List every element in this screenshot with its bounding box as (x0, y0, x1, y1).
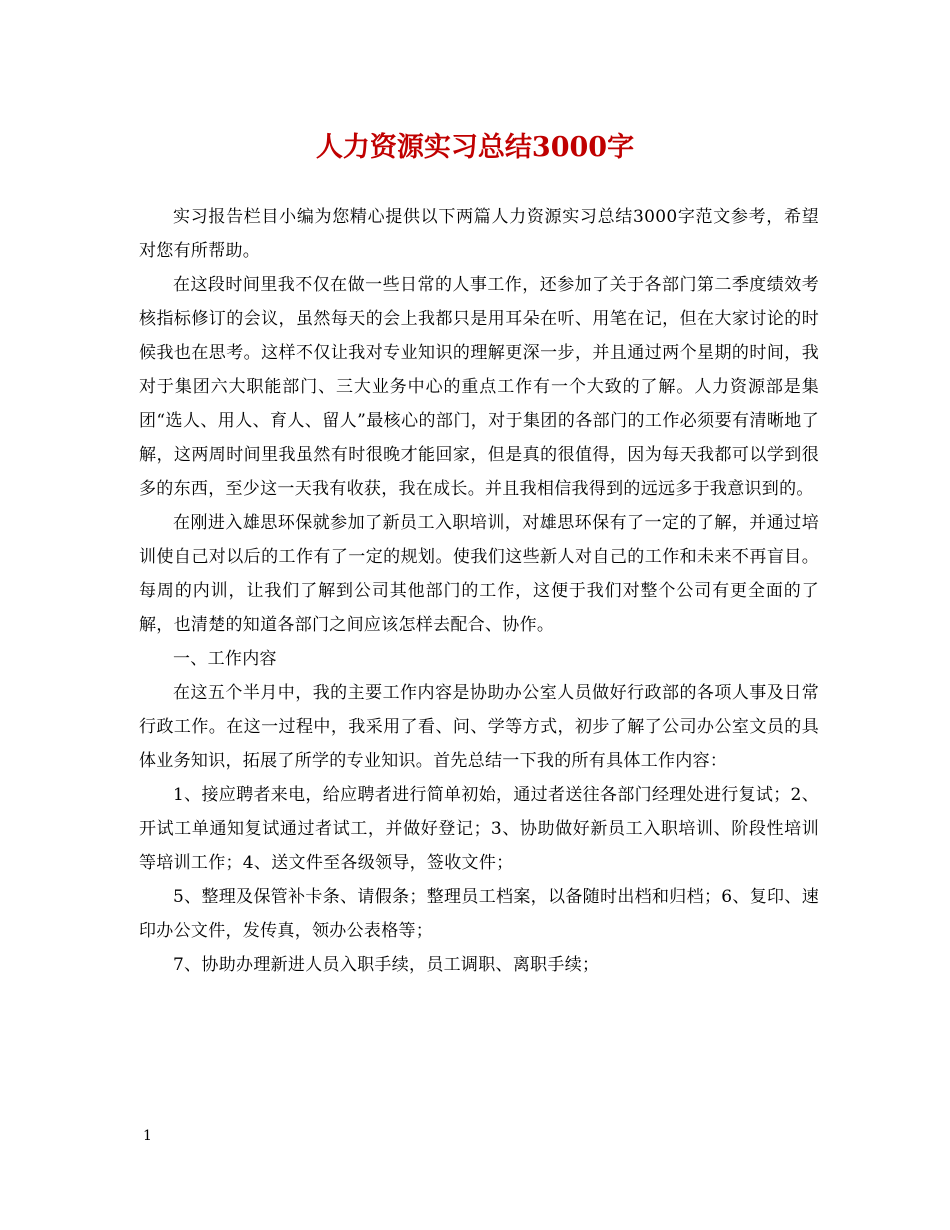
section-heading-work-content: 一、工作内容 (173, 649, 277, 669)
list-item-task-7: 7、协助办理新进人员入职手续，员工调职、离职手续； (173, 955, 600, 975)
document-title: 人力资源实习总结3000字 (315, 132, 635, 163)
paragraph-meeting: 在这段时间里我不仅在做一些日常的人事工作，还参加了关于各部门第二季度绩效考核指标修订的会议，虽然每天的会上我都只是用耳朵在听、用笔在记，但在大家讨论的时候我也在思考。这样不仅让我对专业知识的理解更深一步，并且通过两个星期的时间，我对于集团六大职能部门、三大业务中心的重点工作有一个大致的了解。人力资源部是集团“选人、用人、育人、留人”最核心的部门，对于集团的各部门的工作必须要有清晰地了解，这两周时间里我虽然有时很晚才能回家，但是真的很值得，因为每天我都可以学到很多的东西，至少这一天我有收获，我在成长。并且我相信我得到的远远多于我意识到的。 (139, 275, 819, 499)
document-body (139, 200, 819, 982)
list-item-tasks-5-6: 5、整理及保管补卡条、请假条；整理员工档案，以备随时出档和归档；6、复印、速印办公文件，发传真，领办公表格等； (139, 887, 819, 941)
paragraph-training: 在刚进入雄思环保就参加了新员工入职培训，对雄思环保有了一定的了解，并通过培训使自己对以后的工作有了一定的规划。使我们这些新人对自己的工作和未来不再盲目。每周的内训，让我们了解到公司其他部门的工作，这便于我们对整个公司有更全面的了解，也清楚的知道各部门之间应该怎样去配合、协作。 (139, 513, 819, 635)
paragraph-work-summary: 在这五个半月中，我的主要工作内容是协助办公室人员做好行政部的各项人事及日常行政工作。在这一过程中，我采用了看、问、学等方式，初步了解了公司办公室文员的具体业务知识，拓展了所学的专业知识。首先总结一下我的所有具体工作内容： (139, 683, 819, 771)
list-item-tasks-1-4: 1、接应聘者来电，给应聘者进行简单初始，通过者送往各部门经理处进行复试；2、开试工单通知复试通过者试工，并做好登记；3、协助做好新员工入职培训、阶段性培训等培训工作；4、送文件至各级领导，签收文件； (139, 785, 819, 873)
paragraph-intro: 实习报告栏目小编为您精心提供以下两篇人力资源实习总结3000字范文参考，希望对您有所帮助。 (139, 207, 819, 261)
page-number: 1 (143, 1128, 152, 1144)
